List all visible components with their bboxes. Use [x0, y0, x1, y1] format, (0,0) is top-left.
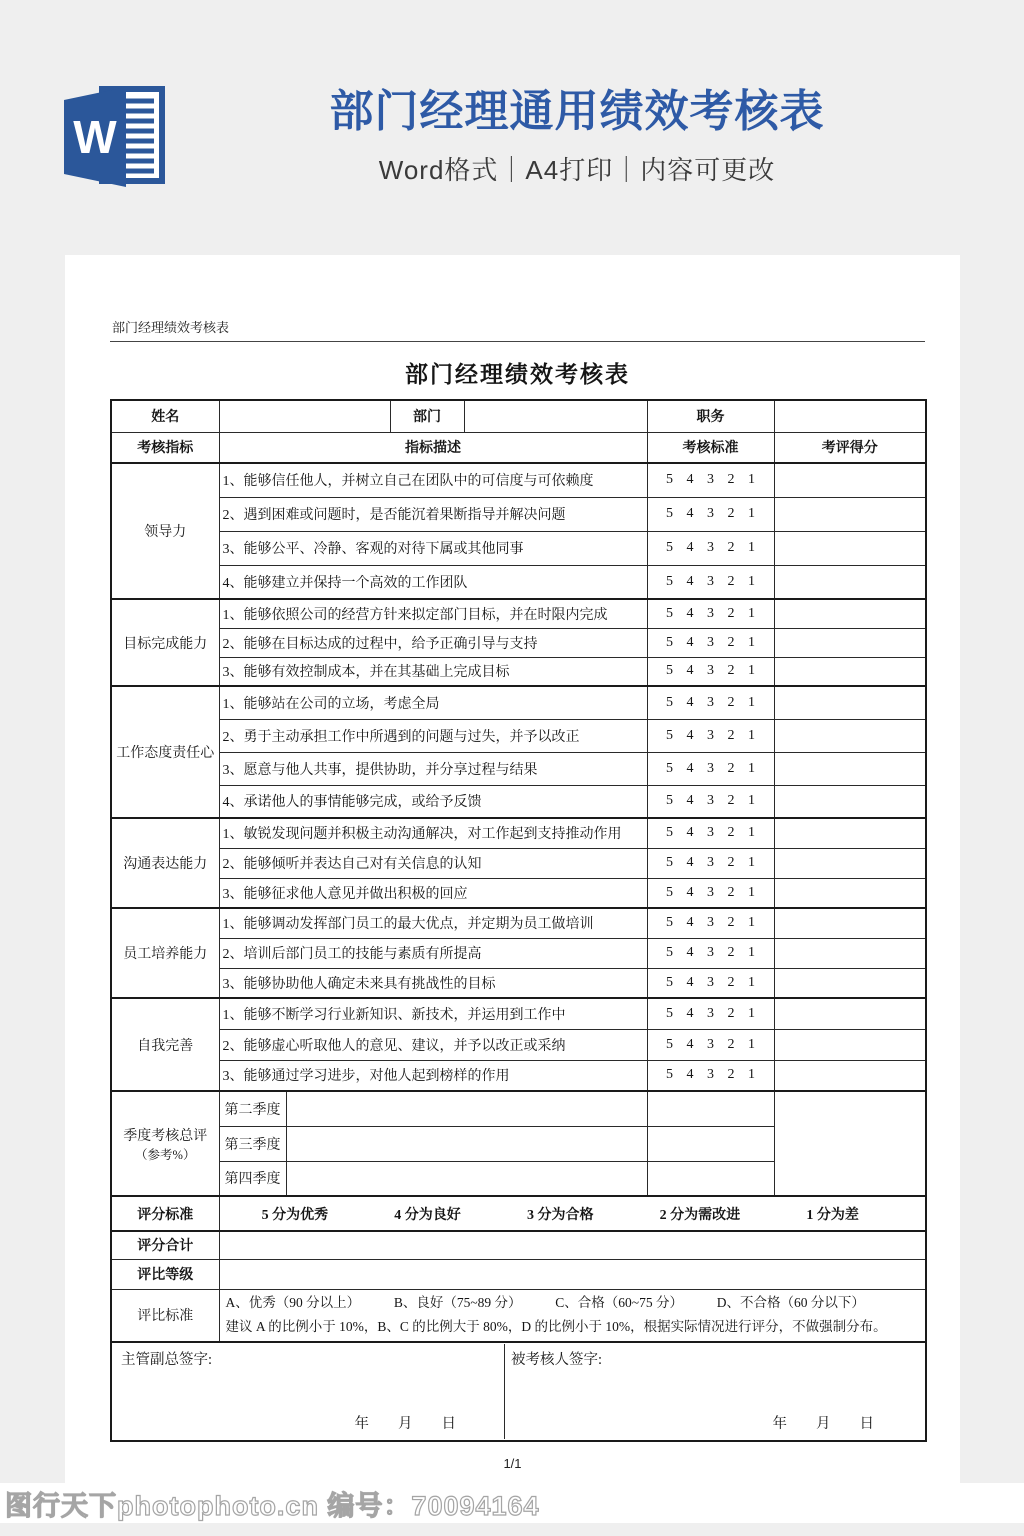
score-cell [774, 878, 926, 908]
col-standard: 考核标准 [647, 432, 774, 463]
score-cell [774, 938, 926, 968]
info-row [111, 400, 926, 432]
quarterly-label-line2: （参考%） [135, 1147, 196, 1162]
score-cell [774, 657, 926, 686]
score-cell [774, 752, 926, 785]
table-row [111, 531, 926, 565]
legend-item: 5 分为优秀 [261, 1207, 329, 1223]
rating-scale: 5 4 3 2 1 [647, 848, 774, 878]
indicator-desc: 2、能够虚心听取他人的意见、建议，并予以改正或采纳 [219, 1029, 647, 1060]
watermark-text: 图行天下photophoto.cn 编号：70094164 [5, 1490, 540, 1521]
rating-scale: 5 4 3 2 1 [647, 908, 774, 938]
indicator-desc: 1、能够调动发挥部门员工的最大优点，并定期为员工做培训 [219, 908, 647, 938]
rating-scale: 5 4 3 2 1 [647, 878, 774, 908]
score-cell [774, 908, 926, 938]
total-score-cell [219, 1231, 926, 1259]
indicator-desc: 2、勇于主动承担工作中所遇到的问题与过失，并予以改正 [219, 719, 647, 752]
score-cell [774, 719, 926, 752]
rating-scale: 5 4 3 2 1 [647, 785, 774, 818]
score-cell [774, 1060, 926, 1091]
quarter-value-cell [286, 1161, 647, 1196]
indicator-desc: 3、能够协助他人确定未来具有挑战性的目标 [219, 968, 647, 998]
indicator-desc: 2、能够在目标达成的过程中，给予正确引导与支持 [219, 628, 647, 657]
indicator-desc: 3、能够有效控制成本，并在其基础上完成目标 [219, 657, 647, 686]
date-line: 年 月 日 [354, 1416, 456, 1432]
section-label-attitude: 工作态度责任心 [111, 686, 219, 818]
table-row [111, 719, 926, 752]
supervisor-signature-cell [115, 1344, 505, 1439]
indicator-desc: 3、能够通过学习进步，对他人起到榜样的作用 [219, 1060, 647, 1091]
rating-scale: 5 4 3 2 1 [647, 968, 774, 998]
banner-subtitle: Word格式｜A4打印｜内容可更改 [378, 155, 776, 186]
score-cell [774, 565, 926, 599]
indicator-desc: 3、愿意与他人共事，提供协助，并分享过程与结果 [219, 752, 647, 785]
rating-scale: 5 4 3 2 1 [647, 628, 774, 657]
score-legend-items [219, 1196, 926, 1231]
score-cell [774, 531, 926, 565]
section-label-goal: 目标完成能力 [111, 599, 219, 686]
appraisal-table [110, 399, 927, 1442]
rating-scale: 5 4 3 2 1 [647, 818, 774, 848]
rating-scale: 5 4 3 2 1 [647, 599, 774, 628]
quarterly-label [111, 1091, 219, 1196]
section-label-leadership: 领导力 [111, 463, 219, 599]
indicator-desc: 3、能够公平、冷静、客观的对待下属或其他同事 [219, 531, 647, 565]
indicator-desc: 1、能够依照公司的经营方针来拟定部门目标，并在时限内完成 [219, 599, 647, 628]
legend-item: 1 分为差 [806, 1207, 859, 1223]
score-legend-label: 评分标准 [111, 1196, 219, 1231]
col-score: 考评得分 [774, 432, 926, 463]
table-row [111, 848, 926, 878]
table-row [111, 998, 926, 1029]
grade-cell [219, 1259, 926, 1289]
banner [0, 0, 1024, 255]
table-row [111, 818, 926, 848]
rating-scale: 5 4 3 2 1 [647, 1060, 774, 1091]
table-row [111, 1029, 926, 1060]
section-label-self-improvement: 自我完善 [111, 998, 219, 1091]
supervisor-signature-label: 主管副总签字: [121, 1352, 213, 1368]
legend-item: 2 分为需改进 [659, 1207, 741, 1223]
quarter-name: 第二季度 [219, 1091, 286, 1126]
score-cell [774, 968, 926, 998]
grade-row [111, 1259, 926, 1289]
indicator-desc: 1、敏锐发现问题并积极主动沟通解决，对工作起到支持推动作用 [219, 818, 647, 848]
banner-title: 部门经理通用绩效考核表 [329, 87, 825, 136]
indicator-desc: 4、能够建立并保持一个高效的工作团队 [219, 565, 647, 599]
page-number: 1/1 [503, 1456, 522, 1471]
dept-label: 部门 [390, 400, 464, 432]
score-cell [774, 785, 926, 818]
rating-scale: 5 4 3 2 1 [647, 686, 774, 719]
table-row [111, 752, 926, 785]
date-line: 年 月 日 [772, 1416, 874, 1432]
rating-scale: 5 4 3 2 1 [647, 1029, 774, 1060]
quarter-value-cell [286, 1126, 647, 1161]
indicator-desc: 2、培训后部门员工的技能与素质有所提高 [219, 938, 647, 968]
quarter-standard-cell [647, 1091, 774, 1126]
table-row [111, 497, 926, 531]
score-cell [774, 848, 926, 878]
rating-scale: 5 4 3 2 1 [647, 531, 774, 565]
table-row [111, 878, 926, 908]
table-row [111, 628, 926, 657]
grading-standard-label: 评比标准 [111, 1289, 219, 1342]
legend-item: 3 分为合格 [526, 1207, 594, 1223]
column-header-row [111, 432, 926, 463]
table-row [111, 938, 926, 968]
rating-scale: 5 4 3 2 1 [647, 657, 774, 686]
grading-standard-content [219, 1289, 926, 1342]
rating-scale: 5 4 3 2 1 [647, 565, 774, 599]
indicator-desc: 1、能够信任他人，并树立自己在团队中的可信度与可依赖度 [219, 463, 647, 497]
score-cell [774, 628, 926, 657]
score-cell [774, 818, 926, 848]
position-value-cell [774, 400, 926, 432]
table-row [111, 968, 926, 998]
grading-line-1: A、优秀（90 分以上） B、良好（75~89 分） C、合格（60~75 分） D、不合格（60 分以下） [225, 1294, 865, 1310]
indicator-desc: 4、承诺他人的事情能够完成，或给予反馈 [219, 785, 647, 818]
rating-scale: 5 4 3 2 1 [647, 998, 774, 1029]
quarter-name: 第三季度 [219, 1126, 286, 1161]
score-cell [774, 463, 926, 497]
word-file-icon [62, 83, 168, 191]
document-page [65, 255, 960, 1483]
table-row [111, 686, 926, 719]
rating-scale: 5 4 3 2 1 [647, 719, 774, 752]
quarter-name: 第四季度 [219, 1161, 286, 1196]
dept-value-cell [464, 400, 647, 432]
col-indicator: 考核指标 [111, 432, 219, 463]
quarter-standard-cell [647, 1126, 774, 1161]
rating-scale: 5 4 3 2 1 [647, 463, 774, 497]
col-description: 指标描述 [219, 432, 647, 463]
indicator-desc: 2、能够倾听并表达自己对有关信息的认知 [219, 848, 647, 878]
table-row [111, 785, 926, 818]
quarter-score-cell [774, 1091, 926, 1196]
watermark-bar [0, 1483, 1024, 1523]
indicator-desc: 3、能够征求他人意见并做出积极的回应 [219, 878, 647, 908]
signature-row [111, 1342, 926, 1441]
indicator-desc: 2、遇到困难或问题时，是否能沉着果断指导并解决问题 [219, 497, 647, 531]
table-row [111, 463, 926, 497]
doc-header: 部门经理绩效考核表 [110, 317, 925, 342]
score-cell [774, 998, 926, 1029]
table-row [111, 908, 926, 938]
bottom-strip [0, 1523, 1024, 1536]
appraisee-signature-cell [505, 1344, 922, 1439]
section-label-training: 员工培养能力 [111, 908, 219, 998]
rating-scale: 5 4 3 2 1 [647, 497, 774, 531]
quarterly-row [111, 1091, 926, 1126]
grading-standard-row [111, 1289, 926, 1342]
table-row [111, 599, 926, 628]
indicator-desc: 1、能够站在公司的立场，考虑全局 [219, 686, 647, 719]
section-label-communication: 沟通表达能力 [111, 818, 219, 908]
total-score-label: 评分合计 [111, 1231, 219, 1259]
score-legend-row [111, 1196, 926, 1231]
banner-text [170, 0, 984, 187]
appraisee-signature-label: 被考核人签字: [511, 1352, 603, 1368]
table-row [111, 565, 926, 599]
signature-cells [111, 1342, 926, 1441]
score-cell [774, 497, 926, 531]
indicator-desc: 1、能够不断学习行业新知识、新技术，并运用到工作中 [219, 998, 647, 1029]
doc-title: 部门经理绩效考核表 [405, 362, 630, 387]
score-cell [774, 1029, 926, 1060]
position-label: 职务 [647, 400, 774, 432]
table-row [111, 657, 926, 686]
table-row [111, 1060, 926, 1091]
rating-scale: 5 4 3 2 1 [647, 752, 774, 785]
name-value-cell [219, 400, 390, 432]
total-score-row [111, 1231, 926, 1259]
grade-label: 评比等级 [111, 1259, 219, 1289]
legend-item: 4 分为良好 [394, 1207, 461, 1223]
rating-scale: 5 4 3 2 1 [647, 938, 774, 968]
score-cell [774, 686, 926, 719]
quarterly-label-line1: 季度考核总评 [123, 1128, 208, 1144]
name-label: 姓名 [111, 400, 219, 432]
quarter-standard-cell [647, 1161, 774, 1196]
quarter-value-cell [286, 1091, 647, 1126]
word-letter: W [73, 111, 117, 163]
grading-line-2: 建议 A 的比例小于 10%，B、C 的比例大于 80%，D 的比例小于 10%，根据实际情况进行评分，不做强制分布。 [225, 1319, 887, 1335]
score-cell [774, 599, 926, 628]
